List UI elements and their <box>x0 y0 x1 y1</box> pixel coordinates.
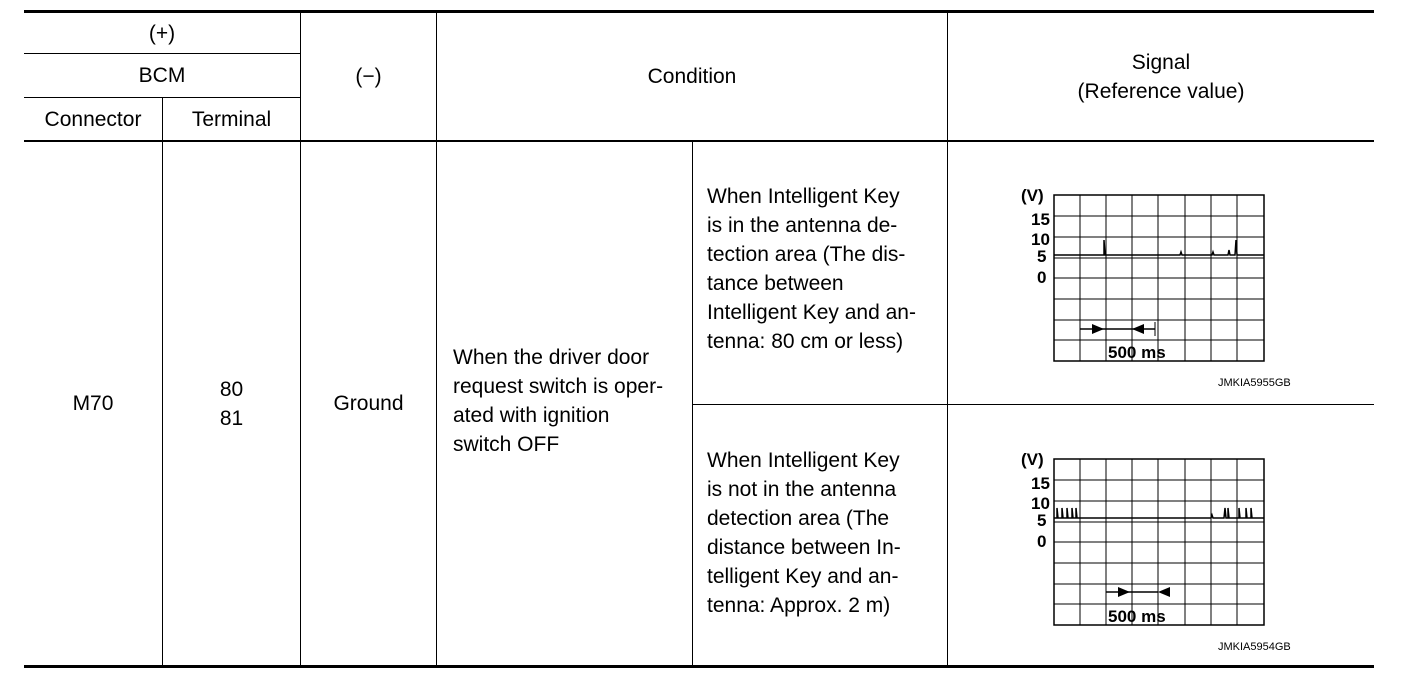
ground-value: Ground <box>333 392 404 415</box>
chart-2-unit: (V) <box>1021 450 1044 469</box>
signal-waveform-1 <box>1000 182 1320 402</box>
chart-2-code: JMKIA5954GB <box>1218 641 1291 653</box>
chart-1-code: JMKIA5955GB <box>1218 377 1291 389</box>
header-signal: Signal (Reference value) <box>1077 50 1245 103</box>
chart-1-tick-15: 15 <box>1031 210 1050 229</box>
chart-1-tick-0: 0 <box>1037 268 1047 287</box>
header-bcm: BCM <box>138 64 186 87</box>
terminal-table <box>24 10 1374 668</box>
terminal-value: 80 81 <box>219 377 244 430</box>
header-terminal: Terminal <box>191 107 272 131</box>
chart-2-time-label: 500 ms <box>1108 607 1166 626</box>
chart-2-tick-5: 5 <box>1037 511 1047 530</box>
connector-value: M70 <box>72 392 114 415</box>
case-1-condition: When Intelligent Key is in the antenna de- tection area (The dis- tance between Intelligent Key and an- tenna: 80 cm or less) <box>707 185 916 353</box>
chart-2-tick-0: 0 <box>1037 532 1047 551</box>
case-divider-rule <box>692 404 1374 405</box>
chart-1-tick-5: 5 <box>1037 247 1047 266</box>
chart-1-time-label: 500 ms <box>1108 343 1166 362</box>
chart-1-tick-10: 10 <box>1031 230 1050 249</box>
case-2-condition: When Intelligent Key is not in the antenna detection area (The distance between In- telligent Key and an- tenna: Approx. 2 m) <box>707 449 901 617</box>
header-connector: Connector <box>44 107 142 131</box>
signal-waveform-2 <box>1000 446 1320 666</box>
chart-2-tick-10: 10 <box>1031 494 1050 513</box>
chart-2-tick-15: 15 <box>1031 474 1050 493</box>
header-minus: (−) <box>355 65 382 88</box>
header-condition: Condition <box>647 65 737 88</box>
chart-1-unit: (V) <box>1021 186 1044 205</box>
header-plus: (+) <box>148 21 176 45</box>
rule-condition-split <box>692 142 693 665</box>
main-condition: When the driver door request switch is oper- ated with ignition switch OFF <box>453 346 664 456</box>
